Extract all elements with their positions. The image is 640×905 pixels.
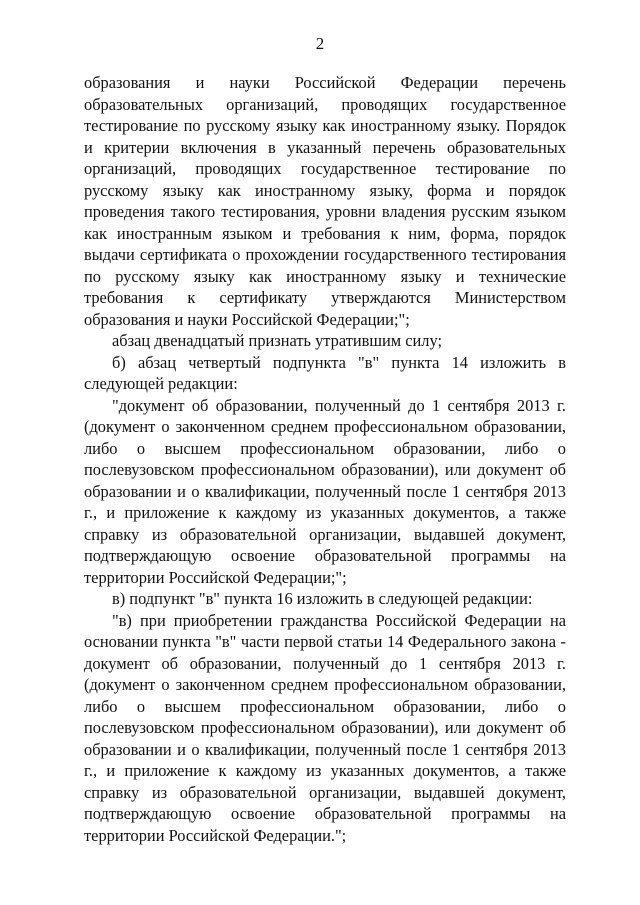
paragraph-6: "в) при приобретении гражданства Российской Федерации на основании пункта "в" части первой статьи 14 Федерального закона - документ об образовании, полученный до 1 сентября 2013 г. (документ о законченном среднем профессиональном образовании, либо о высшем профессиональном образовании, либо о послевузовском профессиональном образовании), или документ об образовании и о квалификации, полученный после 1 сентября 2013 г., и приложение к каждому из указанных документов, а также справку из образовательной организации, выдавшей документ, подтверждающую освоение образовательной программы на территории Российской Федерации."; xyxy=(84,610,566,845)
document-body xyxy=(84,72,566,846)
paragraph-3: б) абзац четвертый подпункта "в" пункта 14 изложить в следующей редакции: xyxy=(84,352,566,393)
paragraph-5: в) подпункт "в" пункта 16 изложить в следующей редакции: xyxy=(112,589,533,608)
paragraph-4: "документ об образовании, полученный до 1 сентября 2013 г. (документ о законченном среднем профессиональном образовании, либо о высшем профессиональном образовании, либо о послевузовском профессиональном образовании), или документ об образовании и о квалификации, полученный после 1 сентября 2013 г., и приложение к каждому из указанных документов, а также справку из образовательной организации, выдавшей документ, подтверждающую освоение образовательной программы на территории Российской Федерации;"; xyxy=(84,395,566,587)
paragraph-1: образования и науки Российской Федерации перечень образовательных организаций, проводящих государственное тестирование по русскому языку как иностранному языку. Порядок и критерии включения в указанный перечень образовательных организаций, проводящих государственное тестирование по русскому языку как иностранному языку, форма и порядок проведения такого тестирования, уровни владения русским языком как иностранным языком и требования к ним, форма, порядок выдачи сертификата о прохождении государственного тестирования по русскому языку как иностранному языку и технические требования к сертификату утверждаются Министерством образования и науки Российской Федерации;"; xyxy=(84,73,566,329)
page-number: 2 xyxy=(315,34,325,53)
paragraph-2: абзац двенадцатый признать утратившим силу; xyxy=(112,331,443,350)
